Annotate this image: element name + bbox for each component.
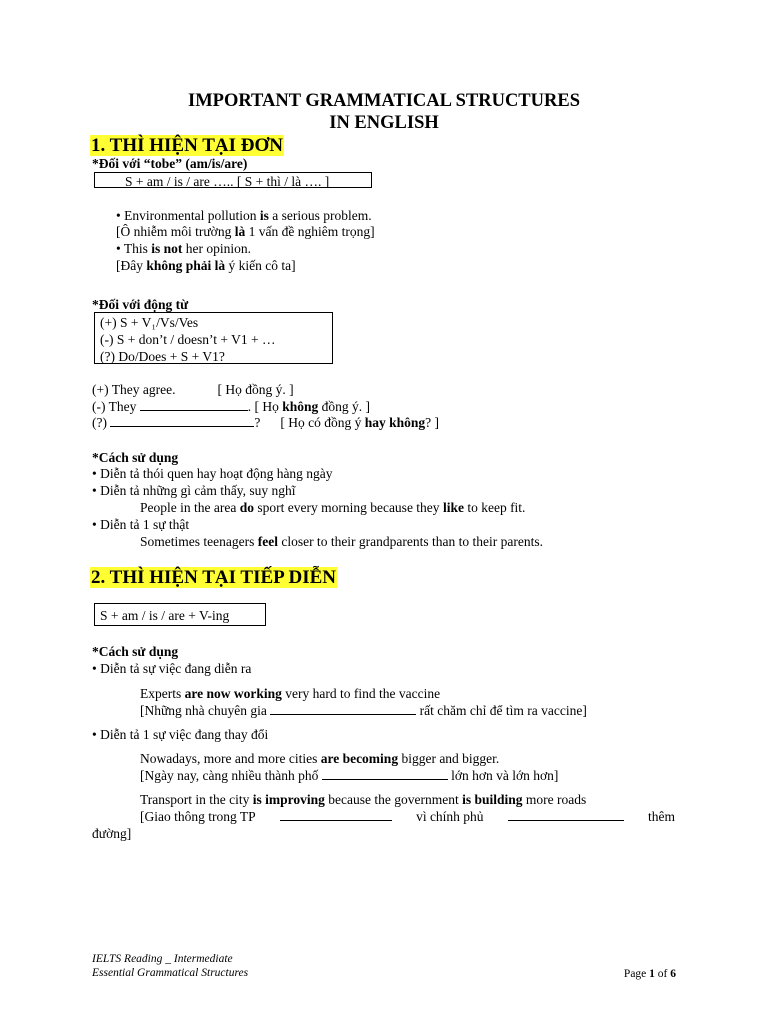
footer-course: IELTS Reading _ Intermediate: [92, 953, 233, 965]
section2-heading-text: 2. THÌ HIỆN TẠI TIẾP DIỄN: [91, 567, 336, 588]
usage-heading: *Cách sử dụng: [92, 450, 179, 465]
page-total: 6: [670, 968, 676, 980]
positive-example: (+) They agree. [ Họ đồng ý. ]: [92, 382, 294, 397]
answer-blank[interactable]: [270, 702, 416, 715]
usage-example: People in the area do sport every morning because they like to keep fit.: [140, 500, 526, 515]
document-title-line1: IMPORTANT GRAMMATICAL STRUCTURES: [188, 91, 580, 111]
answer-blank[interactable]: [280, 808, 392, 821]
example-translation: [Giao thông trong TP vì chính phủ thêm: [140, 809, 675, 824]
negative-example: (-) They . [ Họ không đồng ý. ]: [92, 399, 371, 414]
usage-example: Sometimes teenagers feel closer to their grandparents than to their parents.: [140, 534, 543, 549]
verb-formula-box: [94, 312, 333, 364]
tobe-heading: *Đối với “tobe” (am/is/are): [92, 156, 248, 171]
section1-heading-text: 1. THÌ HIỆN TẠI ĐƠN: [91, 135, 283, 156]
usage-heading: *Cách sử dụng: [92, 644, 179, 659]
usage-item: • Diễn tả 1 sự thật: [92, 517, 190, 532]
usage-example: Transport in the city is improving because the government is building more roads: [140, 792, 587, 807]
document-title-line2: IN ENGLISH: [329, 113, 439, 133]
verb-heading: *Đối với động từ: [92, 297, 189, 312]
usage-item: • Diễn tả sự việc đang diễn ra: [92, 661, 252, 676]
question-example: (?) ? [ Họ có đồng ý hay không? ]: [92, 415, 440, 430]
page-number: 1: [649, 968, 655, 980]
answer-blank[interactable]: [508, 808, 624, 821]
footer-subtitle: Essential Grammatical Structures: [92, 967, 249, 979]
answer-blank[interactable]: [110, 414, 254, 427]
continuous-formula-box: S + am / is / are + V-ing: [94, 603, 266, 626]
formula-question: (?) Do/Does + S + V1?: [100, 349, 225, 364]
example-translation: [Ô nhiễm môi trường là 1 vấn đề nghiêm trọng]: [116, 224, 375, 239]
formula-negative: (-) S + don’t / doesn’t + V1 + …: [100, 332, 276, 347]
usage-example: Experts are now working very hard to find the vaccine: [140, 686, 441, 701]
usage-item: • Diễn tả những gì cảm thấy, suy nghĩ: [92, 483, 296, 498]
example-translation: [Ngày nay, càng nhiều thành phố lớn hơn và lớn hơn]: [140, 768, 559, 783]
usage-item: • Diễn tả thói quen hay hoạt động hàng ngày: [92, 466, 333, 481]
page-indicator: Page 1 of 6: [623, 968, 676, 980]
answer-blank[interactable]: [322, 767, 448, 780]
usage-item: • Diễn tả 1 sự việc đang thay đổi: [92, 727, 269, 742]
example-translation: [Đây không phải là ý kiến cô ta]: [116, 258, 296, 273]
tobe-formula-box: S + am / is / are ….. [ S + thì / là …. ]: [94, 172, 372, 188]
example-line: • Environmental pollution is a serious problem.: [116, 208, 372, 223]
example-translation-continued: đường]: [92, 826, 132, 841]
usage-example: Nowadays, more and more cities are becoming bigger and bigger.: [140, 751, 500, 766]
section2-heading: [90, 566, 337, 590]
formula-positive: (+) S + V₁/Vs/Ves: [100, 315, 199, 330]
example-translation: [Những nhà chuyên gia rất chăm chỉ để tìm ra vaccine]: [140, 703, 587, 718]
example-line: • This is not her opinion.: [116, 241, 251, 256]
answer-blank[interactable]: [140, 398, 248, 411]
